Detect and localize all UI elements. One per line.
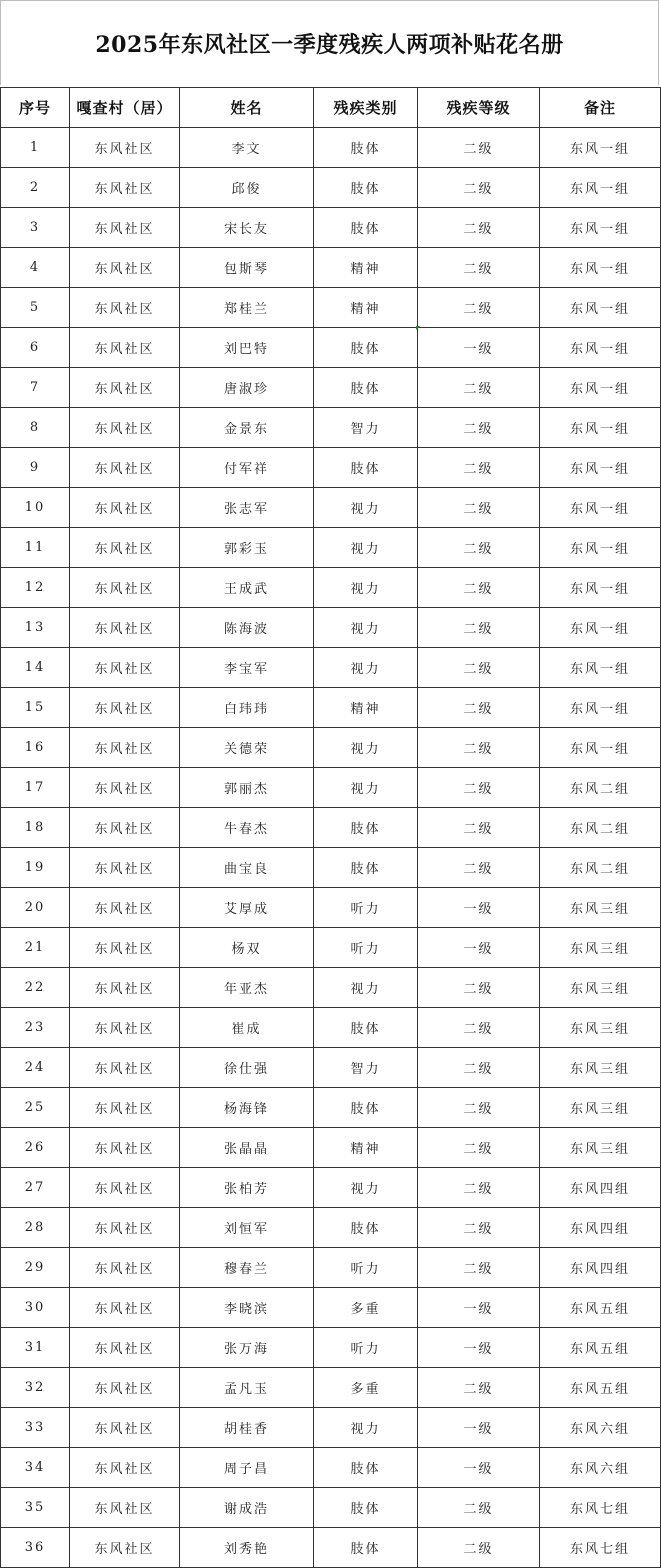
cell-index: 11 (1, 528, 70, 568)
cell-index: 30 (1, 1288, 70, 1328)
cell-disability-type: 肢体 (314, 1008, 418, 1048)
cell-disability-type: 肢体 (314, 808, 418, 848)
cell-remarks: 东风一组 (540, 208, 661, 248)
header-disability-level: 残疾等级 (418, 88, 540, 128)
cell-disability-type: 视力 (314, 768, 418, 808)
cell-index: 3 (1, 208, 70, 248)
cell-remarks: 东风二组 (540, 808, 661, 848)
cell-disability-level: 二级 (418, 1488, 540, 1528)
cell-name: 关德荣 (180, 728, 314, 768)
cell-village: 东风社区 (70, 1448, 180, 1488)
cell-disability-level: 二级 (418, 768, 540, 808)
cell-index: 18 (1, 808, 70, 848)
cell-name: 杨海锋 (180, 1088, 314, 1128)
table-row (1, 1208, 661, 1248)
cell-index: 31 (1, 1328, 70, 1368)
table-header-row (1, 88, 661, 128)
cell-index: 12 (1, 568, 70, 608)
cell-remarks: 东风六组 (540, 1408, 661, 1448)
cell-disability-level: 二级 (418, 248, 540, 288)
cell-index: 7 (1, 368, 70, 408)
cell-remarks: 东风五组 (540, 1368, 661, 1408)
cell-remarks: 东风五组 (540, 1288, 661, 1328)
cell-remarks: 东风一组 (540, 528, 661, 568)
cell-village: 东风社区 (70, 1128, 180, 1168)
cell-index: 32 (1, 1368, 70, 1408)
cell-name: 邱俊 (180, 168, 314, 208)
cell-disability-type: 肢体 (314, 368, 418, 408)
cell-disability-type: 视力 (314, 1408, 418, 1448)
table-row (1, 1328, 661, 1368)
cell-disability-type: 肢体 (314, 168, 418, 208)
table-row (1, 328, 661, 368)
cell-remarks: 东风四组 (540, 1208, 661, 1248)
cell-name: 王成武 (180, 568, 314, 608)
cell-remarks: 东风七组 (540, 1488, 661, 1528)
cell-name: 牛春杰 (180, 808, 314, 848)
cell-village: 东风社区 (70, 1368, 180, 1408)
cell-name: 曲宝良 (180, 848, 314, 888)
cell-disability-level: 二级 (418, 1208, 540, 1248)
cell-disability-level: 二级 (418, 488, 540, 528)
cell-index: 5 (1, 288, 70, 328)
cell-index: 20 (1, 888, 70, 928)
subsidy-roster-table (0, 87, 661, 1568)
cell-remarks: 东风一组 (540, 408, 661, 448)
cell-disability-type: 肢体 (314, 128, 418, 168)
cell-name: 周子昌 (180, 1448, 314, 1488)
cell-disability-type: 视力 (314, 728, 418, 768)
cell-index: 36 (1, 1528, 70, 1568)
cell-name: 白玮玮 (180, 688, 314, 728)
cell-index: 23 (1, 1008, 70, 1048)
table-row (1, 568, 661, 608)
cell-name: 崔成 (180, 1008, 314, 1048)
cell-remarks: 东风一组 (540, 608, 661, 648)
cell-index: 13 (1, 608, 70, 648)
table-row (1, 1288, 661, 1328)
table-row (1, 1128, 661, 1168)
cell-index: 27 (1, 1168, 70, 1208)
cell-disability-level: 二级 (418, 608, 540, 648)
cell-disability-level: 二级 (418, 1048, 540, 1088)
cell-name: 张柏芳 (180, 1168, 314, 1208)
cell-index: 35 (1, 1488, 70, 1528)
table-row (1, 1448, 661, 1488)
cell-disability-type: 肢体 (314, 1208, 418, 1248)
cell-remarks: 东风一组 (540, 288, 661, 328)
cell-index: 1 (1, 128, 70, 168)
cell-index: 17 (1, 768, 70, 808)
cell-name: 穆春兰 (180, 1248, 314, 1288)
cell-disability-level: 一级 (418, 1408, 540, 1448)
cell-index: 19 (1, 848, 70, 888)
table-row (1, 928, 661, 968)
cell-disability-type: 听力 (314, 928, 418, 968)
table-row (1, 128, 661, 168)
table-row (1, 728, 661, 768)
cell-village: 东风社区 (70, 568, 180, 608)
cell-village: 东风社区 (70, 1328, 180, 1368)
cell-disability-level: 二级 (418, 208, 540, 248)
cell-disability-level: 二级 (418, 1008, 540, 1048)
table-row (1, 768, 661, 808)
cell-village: 东风社区 (70, 968, 180, 1008)
cell-name: 张志军 (180, 488, 314, 528)
cell-name: 金景东 (180, 408, 314, 448)
header-remarks: 备注 (540, 88, 661, 128)
cell-village: 东风社区 (70, 928, 180, 968)
table-row (1, 848, 661, 888)
cell-village: 东风社区 (70, 1008, 180, 1048)
cell-remarks: 东风一组 (540, 688, 661, 728)
cell-index: 16 (1, 728, 70, 768)
cell-village: 东风社区 (70, 408, 180, 448)
cell-remarks: 东风一组 (540, 648, 661, 688)
cell-name: 宋长友 (180, 208, 314, 248)
table-row (1, 1008, 661, 1048)
cell-disability-level: 二级 (418, 1088, 540, 1128)
cell-remarks: 东风三组 (540, 968, 661, 1008)
cell-index: 9 (1, 448, 70, 488)
cell-village: 东风社区 (70, 1168, 180, 1208)
header-index: 序号 (1, 88, 70, 128)
cell-village: 东风社区 (70, 1248, 180, 1288)
cell-village: 东风社区 (70, 1088, 180, 1128)
cell-remarks: 东风三组 (540, 1128, 661, 1168)
cell-village: 东风社区 (70, 1048, 180, 1088)
cell-index: 21 (1, 928, 70, 968)
table-row (1, 408, 661, 448)
cell-village: 东风社区 (70, 1288, 180, 1328)
cell-index: 4 (1, 248, 70, 288)
cell-remarks: 东风一组 (540, 568, 661, 608)
cell-disability-type: 精神 (314, 288, 418, 328)
cell-disability-type: 精神 (314, 248, 418, 288)
table-row (1, 1528, 661, 1568)
cell-disability-level: 二级 (418, 1248, 540, 1288)
cell-remarks: 东风一组 (540, 368, 661, 408)
cell-disability-level: 二级 (418, 448, 540, 488)
cell-disability-level: 二级 (418, 368, 540, 408)
cell-disability-level: 二级 (418, 1368, 540, 1408)
cell-remarks: 东风三组 (540, 1008, 661, 1048)
cell-village: 东风社区 (70, 168, 180, 208)
cell-disability-type: 肢体 (314, 448, 418, 488)
cell-disability-type: 听力 (314, 1248, 418, 1288)
cell-index: 8 (1, 408, 70, 448)
cell-disability-type: 肢体 (314, 1448, 418, 1488)
cell-disability-level: 二级 (418, 1168, 540, 1208)
cell-remarks: 东风一组 (540, 168, 661, 208)
cell-index: 28 (1, 1208, 70, 1248)
table-row (1, 1408, 661, 1448)
cell-name: 郑桂兰 (180, 288, 314, 328)
cell-disability-level: 二级 (418, 808, 540, 848)
cell-disability-level: 二级 (418, 688, 540, 728)
cell-disability-level: 一级 (418, 328, 540, 368)
cell-village: 东风社区 (70, 648, 180, 688)
cell-remarks: 东风三组 (540, 1088, 661, 1128)
cell-remarks: 东风二组 (540, 848, 661, 888)
cell-disability-type: 肢体 (314, 328, 418, 368)
table-row (1, 488, 661, 528)
cell-name: 李文 (180, 128, 314, 168)
cell-name: 包斯琴 (180, 248, 314, 288)
cell-disability-level: 二级 (418, 288, 540, 328)
cell-village: 东风社区 (70, 1408, 180, 1448)
cell-village: 东风社区 (70, 1528, 180, 1568)
cell-village: 东风社区 (70, 888, 180, 928)
cell-remarks: 东风四组 (540, 1168, 661, 1208)
cell-name: 刘秀艳 (180, 1528, 314, 1568)
cell-name: 徐仕强 (180, 1048, 314, 1088)
cell-index: 10 (1, 488, 70, 528)
cell-disability-type: 智力 (314, 1048, 418, 1088)
cell-remarks: 东风一组 (540, 328, 661, 368)
table-row (1, 1048, 661, 1088)
cell-disability-level: 二级 (418, 128, 540, 168)
cell-village: 东风社区 (70, 448, 180, 488)
cell-village: 东风社区 (70, 1488, 180, 1528)
cell-remarks: 东风二组 (540, 768, 661, 808)
cell-name: 杨双 (180, 928, 314, 968)
cell-disability-type: 肢体 (314, 208, 418, 248)
table-row (1, 248, 661, 288)
cell-index: 25 (1, 1088, 70, 1128)
title-box (0, 0, 659, 85)
cell-disability-level: 二级 (418, 648, 540, 688)
cell-name: 唐淑珍 (180, 368, 314, 408)
table-row (1, 608, 661, 648)
cell-disability-level: 一级 (418, 888, 540, 928)
cell-disability-level: 二级 (418, 568, 540, 608)
cell-disability-type: 肢体 (314, 848, 418, 888)
cell-village: 东风社区 (70, 488, 180, 528)
cell-village: 东风社区 (70, 288, 180, 328)
cell-index: 6 (1, 328, 70, 368)
table-row (1, 688, 661, 728)
header-disability-type: 残疾类别 (314, 88, 418, 128)
table-row (1, 208, 661, 248)
table-row (1, 448, 661, 488)
cell-village: 东风社区 (70, 848, 180, 888)
table-row (1, 1088, 661, 1128)
cell-remarks: 东风六组 (540, 1448, 661, 1488)
cell-remarks: 东风三组 (540, 1048, 661, 1088)
cell-disability-type: 智力 (314, 408, 418, 448)
table-row (1, 888, 661, 928)
cell-remarks: 东风七组 (540, 1528, 661, 1568)
cell-remarks: 东风一组 (540, 128, 661, 168)
cell-village: 东风社区 (70, 1208, 180, 1248)
cell-village: 东风社区 (70, 368, 180, 408)
cell-disability-level: 二级 (418, 168, 540, 208)
cell-disability-type: 视力 (314, 528, 418, 568)
cell-disability-type: 视力 (314, 608, 418, 648)
cell-index: 15 (1, 688, 70, 728)
cell-remarks: 东风一组 (540, 728, 661, 768)
cell-disability-type: 精神 (314, 688, 418, 728)
cell-remarks: 东风一组 (540, 248, 661, 288)
cell-village: 东风社区 (70, 528, 180, 568)
header-name: 姓名 (180, 88, 314, 128)
cell-village: 东风社区 (70, 328, 180, 368)
cell-disability-type: 听力 (314, 888, 418, 928)
cell-disability-level: 一级 (418, 1288, 540, 1328)
cell-disability-type: 听力 (314, 1328, 418, 1368)
cell-index: 26 (1, 1128, 70, 1168)
cell-disability-level: 二级 (418, 848, 540, 888)
cell-name: 艾厚成 (180, 888, 314, 928)
cell-name: 李晓滨 (180, 1288, 314, 1328)
cell-remarks: 东风三组 (540, 888, 661, 928)
cell-name: 付军祥 (180, 448, 314, 488)
table-row (1, 288, 661, 328)
cell-name: 张万海 (180, 1328, 314, 1368)
cell-name: 孟凡玉 (180, 1368, 314, 1408)
cell-disability-type: 视力 (314, 1168, 418, 1208)
cell-name: 刘巴特 (180, 328, 314, 368)
table-row (1, 168, 661, 208)
cell-disability-type: 肢体 (314, 1528, 418, 1568)
cell-remarks: 东风一组 (540, 488, 661, 528)
cell-index: 2 (1, 168, 70, 208)
cell-disability-type: 精神 (314, 1128, 418, 1168)
cell-index: 14 (1, 648, 70, 688)
cell-village: 东风社区 (70, 768, 180, 808)
cell-name: 年亚杰 (180, 968, 314, 1008)
cell-index: 29 (1, 1248, 70, 1288)
header-village: 嘎查村（居） (70, 88, 180, 128)
table-row (1, 1248, 661, 1288)
cell-disability-type: 肢体 (314, 1088, 418, 1128)
cell-village: 东风社区 (70, 808, 180, 848)
cell-name: 陈海波 (180, 608, 314, 648)
table-row (1, 1368, 661, 1408)
cell-remarks: 东风四组 (540, 1248, 661, 1288)
cell-disability-type: 多重 (314, 1288, 418, 1328)
cell-name: 李宝军 (180, 648, 314, 688)
table-row (1, 968, 661, 1008)
cell-disability-level: 一级 (418, 1328, 540, 1368)
cell-disability-type: 视力 (314, 648, 418, 688)
table-row (1, 1168, 661, 1208)
table-row (1, 1488, 661, 1528)
page-title: 2025年东风社区一季度残疾人两项补贴花名册 (95, 31, 564, 58)
cell-index: 24 (1, 1048, 70, 1088)
cell-name: 谢成浩 (180, 1488, 314, 1528)
table-row (1, 648, 661, 688)
cell-village: 东风社区 (70, 248, 180, 288)
cell-disability-type: 视力 (314, 488, 418, 528)
cell-disability-level: 二级 (418, 968, 540, 1008)
table-row (1, 368, 661, 408)
cell-index: 33 (1, 1408, 70, 1448)
cell-village: 东风社区 (70, 208, 180, 248)
cell-name: 郭彩玉 (180, 528, 314, 568)
table-row (1, 528, 661, 568)
cell-village: 东风社区 (70, 608, 180, 648)
cell-disability-type: 视力 (314, 968, 418, 1008)
cell-disability-level: 二级 (418, 1528, 540, 1568)
cell-village: 东风社区 (70, 728, 180, 768)
cell-comment-marker (416, 326, 420, 330)
cell-disability-level: 一级 (418, 928, 540, 968)
cell-remarks: 东风一组 (540, 448, 661, 488)
cell-disability-type: 肢体 (314, 1488, 418, 1528)
cell-disability-level: 二级 (418, 1128, 540, 1168)
cell-remarks: 东风五组 (540, 1328, 661, 1368)
cell-name: 刘恒军 (180, 1208, 314, 1248)
cell-village: 东风社区 (70, 688, 180, 728)
cell-disability-level: 二级 (418, 728, 540, 768)
cell-index: 34 (1, 1448, 70, 1488)
cell-disability-level: 二级 (418, 408, 540, 448)
cell-index: 22 (1, 968, 70, 1008)
cell-name: 郭丽杰 (180, 768, 314, 808)
cell-disability-level: 一级 (418, 1448, 540, 1488)
cell-village: 东风社区 (70, 128, 180, 168)
table-body (1, 128, 661, 1568)
cell-disability-type: 视力 (314, 568, 418, 608)
cell-name: 胡桂香 (180, 1408, 314, 1448)
cell-disability-type: 多重 (314, 1368, 418, 1408)
table-row (1, 808, 661, 848)
cell-remarks: 东风三组 (540, 928, 661, 968)
cell-name: 张晶晶 (180, 1128, 314, 1168)
cell-disability-level: 二级 (418, 528, 540, 568)
